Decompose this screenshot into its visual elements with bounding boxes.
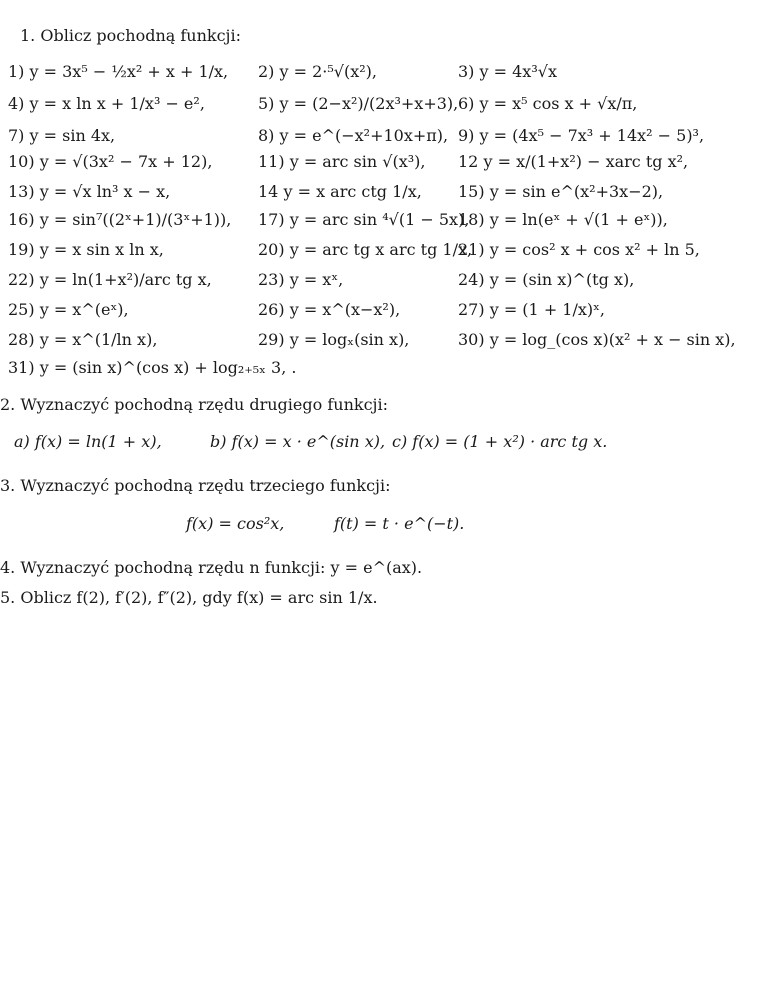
derivative-item: 5) y = (2−x²)/(2x³+x+3), xyxy=(258,94,459,113)
derivative-item: 15) y = sin e^(x²+3x−2), xyxy=(458,182,664,201)
task3-item-1: f(x) = cos²x, xyxy=(186,514,285,533)
derivative-item: 1) y = 3x⁵ − ½x² + x + 1/x, xyxy=(8,62,229,81)
derivative-item: 27) y = (1 + 1/x)ˣ, xyxy=(458,300,606,319)
derivative-item: 20) y = arc tg x arc tg 1/x, xyxy=(258,240,473,259)
derivative-item: 24) y = (sin x)^(tg x), xyxy=(458,270,635,289)
task1-heading: 1. Oblicz pochodną funkcji: xyxy=(20,26,242,45)
derivative-item: 18) y = ln(eˣ + √(1 + eˣ)), xyxy=(458,210,668,229)
derivative-row xyxy=(0,90,768,118)
derivative-item: 19) y = x sin x ln x, xyxy=(8,240,164,259)
derivative-row xyxy=(0,122,768,150)
derivative-item: 10) y = √(3x² − 7x + 12), xyxy=(8,152,213,171)
derivative-row xyxy=(0,58,768,86)
derivative-row xyxy=(0,178,768,206)
task2-item-c: c) f(x) = (1 + x²) · arc tg x. xyxy=(392,432,608,451)
task2-item-b: b) f(x) = x · e^(sin x), xyxy=(210,432,386,451)
derivative-item: 26) y = x^(x−x²), xyxy=(258,300,401,319)
derivative-item: 13) y = √x ln³ x − x, xyxy=(8,182,171,201)
task2-heading: 2. Wyznaczyć pochodną rzędu drugiego funkcji: xyxy=(0,395,388,414)
derivative-item: 28) y = x^(1/ln x), xyxy=(8,330,158,349)
derivative-item: 23) y = xˣ, xyxy=(258,270,344,289)
derivative-row-31: 31) y = (sin x)^(cos x) + log₂₊₅ₓ 3, . xyxy=(8,358,297,377)
derivative-item: 29) y = logₓ(sin x), xyxy=(258,330,410,349)
derivative-item: 30) y = log_(cos x)(x² + x − sin x), xyxy=(458,330,736,349)
derivative-item: 12 y = x/(1+x²) − xarc tg x², xyxy=(458,152,689,171)
derivative-item: 2) y = 2·⁵√(x²), xyxy=(258,62,378,81)
derivative-item: 6) y = x⁵ cos x + √x/π, xyxy=(458,94,638,113)
derivative-row xyxy=(0,296,768,324)
task4-text: 4. Wyznaczyć pochodną rzędu n funkcji: y = e^(ax). xyxy=(0,558,423,577)
derivative-item: 3) y = 4x³√x xyxy=(458,62,557,81)
task3-item-2: f(t) = t · e^(−t). xyxy=(334,514,465,533)
derivative-row xyxy=(0,236,768,264)
derivative-item: 14 y = x arc ctg 1/x, xyxy=(258,182,422,201)
derivative-item: 9) y = (4x⁵ − 7x³ + 14x² − 5)³, xyxy=(458,126,705,145)
derivative-row xyxy=(0,326,768,354)
derivative-item: 8) y = e^(−x²+10x+π), xyxy=(258,126,449,145)
derivative-row xyxy=(0,148,768,176)
derivative-item: 7) y = sin 4x, xyxy=(8,126,116,145)
derivative-item: 16) y = sin⁷((2ˣ+1)/(3ˣ+1)), xyxy=(8,210,232,229)
derivative-item: 21) y = cos² x + cos x² + ln 5, xyxy=(458,240,700,259)
task5-text: 5. Oblicz f(2), f′(2), f″(2), gdy f(x) = arc sin 1/x. xyxy=(0,588,378,607)
derivative-item: 4) y = x ln x + 1/x³ − e², xyxy=(8,94,205,113)
derivative-item: 17) y = arc sin ⁴√(1 − 5x), xyxy=(258,210,470,229)
derivative-item: 25) y = x^(eˣ), xyxy=(8,300,129,319)
derivative-row xyxy=(0,206,768,234)
derivative-item: 22) y = ln(1+x²)/arc tg x, xyxy=(8,270,212,289)
task2-item-a: a) f(x) = ln(1 + x), xyxy=(14,432,162,451)
derivative-row xyxy=(0,266,768,294)
task3-heading: 3. Wyznaczyć pochodną rzędu trzeciego funkcji: xyxy=(0,476,391,495)
derivative-item: 11) y = arc sin √(x³), xyxy=(258,152,426,171)
